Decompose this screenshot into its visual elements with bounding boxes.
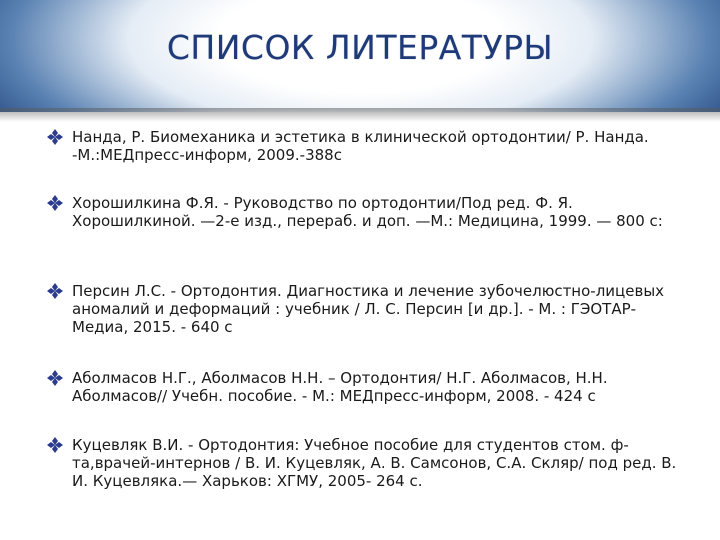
reference-text: Куцевляк В.И. - Ортодонтия: Учебное пособие для студентов стом. ф-та,врачей-интернов / В. И. Куцевляк, А. В. Самсонов, С.А. Скляр/ под ред. В. И. Куцевляка.— Харьков: ХГМУ, 2005- 264 с. <box>72 436 677 490</box>
list-item <box>46 369 696 405</box>
list-item <box>46 128 696 164</box>
diamond-bullet-icon <box>46 370 64 386</box>
diamond-bullet-icon <box>46 195 64 211</box>
reference-text: Хорошилкина Ф.Я. - Руководство по ортодонтии/Под ред. Ф. Я. Хорошилкиной. —2-е изд., перераб. и доп. —М.: Медицина, 1999. — 800 с: <box>72 194 663 230</box>
list-item <box>46 436 696 490</box>
reference-text: Персин Л.С. - Ортодонтия. Диагностика и лечение зубочелюстно-лицевых аномалий и деформаций : учебник / Л. С. Персин [и др.]. - М. : ГЭОТАР-Медиа, 2015. - 640 с <box>72 282 665 336</box>
list-item <box>46 282 696 336</box>
banner-shadow <box>0 108 720 122</box>
diamond-bullet-icon <box>46 129 64 145</box>
reference-text: Аболмасов Н.Г., Аболмасов Н.Н. – Ортодонтия/ Н.Г. Аболмасов, Н.Н. Аболмасов// Учебн. пособие. - М.: МЕДпресс-информ, 2008. - 424 с <box>72 369 608 405</box>
reference-text: Нанда, Р. Биомеханика и эстетика в клинической ортодонтии/ Р. Нанда. -М.:МЕДпресс-информ, 2009.-388с <box>72 128 649 164</box>
diamond-bullet-icon <box>46 283 64 299</box>
diamond-bullet-icon <box>46 437 64 453</box>
list-item <box>46 194 696 230</box>
page-title: СПИСОК ЛИТЕРАТУРЫ <box>166 28 554 67</box>
